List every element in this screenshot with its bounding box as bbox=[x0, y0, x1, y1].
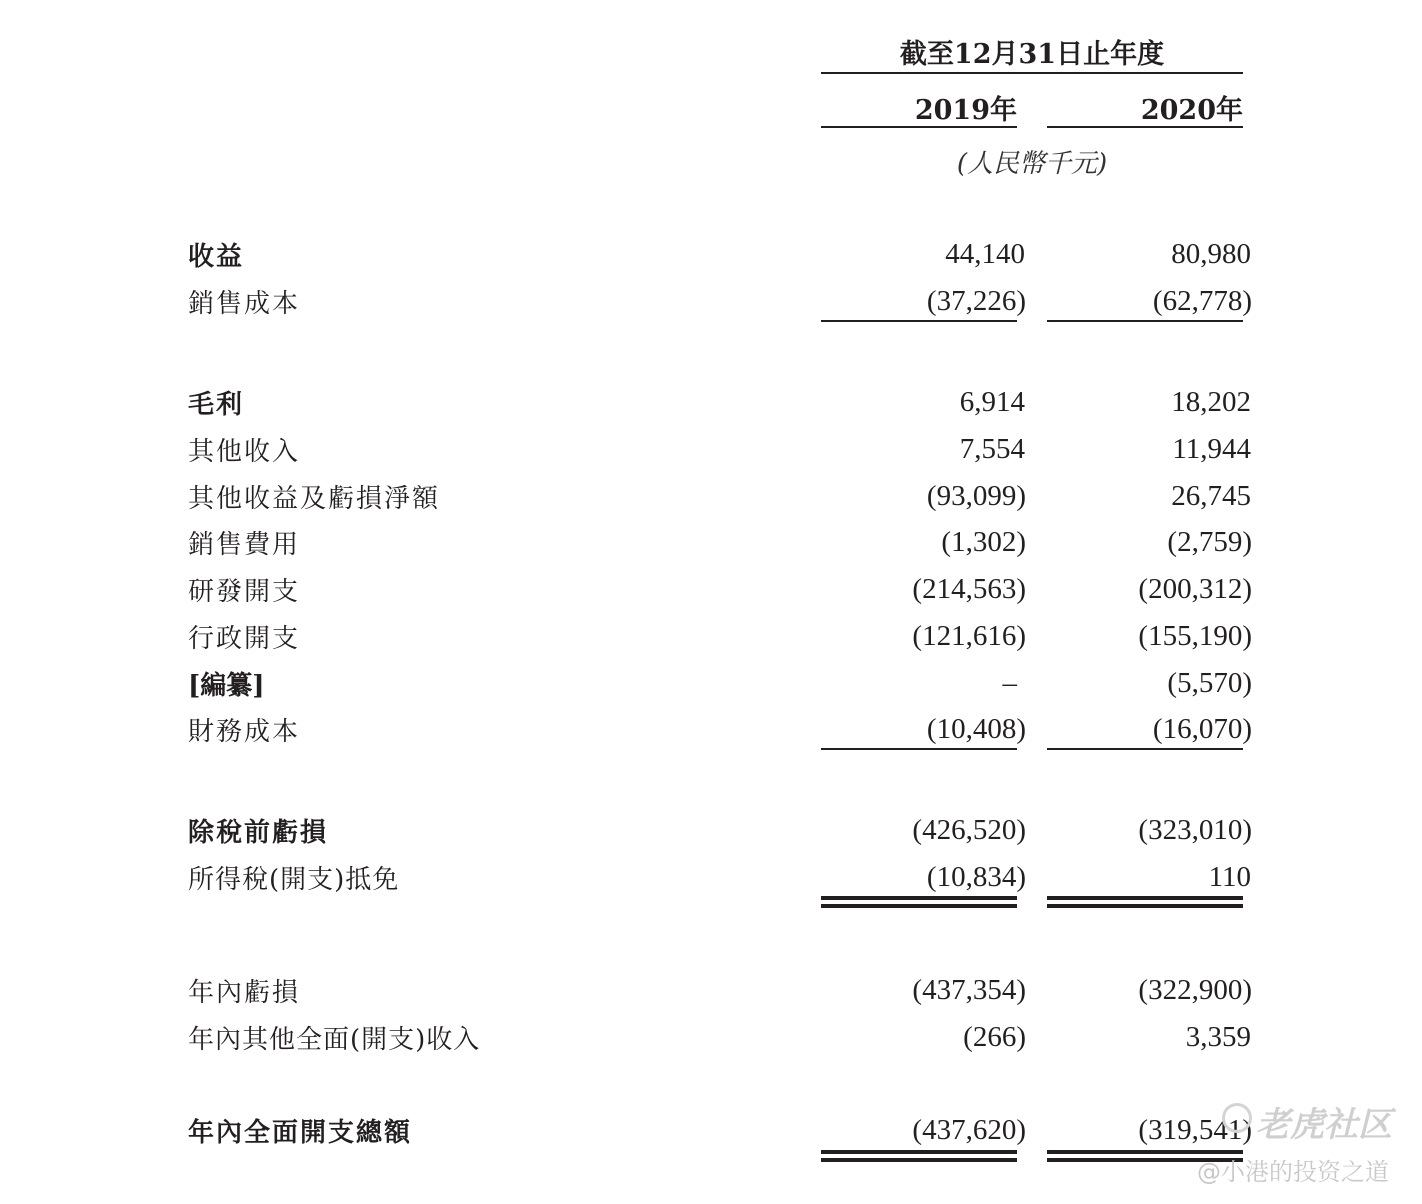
year-2019-underline bbox=[821, 126, 1017, 128]
loss-for-year-2019: (437,354) bbox=[912, 974, 1026, 1006]
watermark-brand: 老虎社区 bbox=[1256, 1105, 1392, 1145]
year-2020-header: 2020年 bbox=[1140, 95, 1243, 126]
double-rule-2020 bbox=[1047, 896, 1243, 908]
subtotal-rule-2020 bbox=[1047, 748, 1243, 750]
row-label-loss-for-year: 年內虧損 bbox=[188, 978, 301, 1008]
selling-expenses-2019: (1,302) bbox=[941, 526, 1026, 558]
gross-profit-2019: 6,914 bbox=[959, 386, 1025, 418]
row-label-other-comprehensive: 年內其他全面(開支)收入 bbox=[188, 1025, 481, 1055]
rnd-expenses-2019: (214,563) bbox=[912, 573, 1026, 605]
loss-for-year-2020: (322,900) bbox=[1138, 974, 1252, 1006]
finance-costs-2020: (16,070) bbox=[1152, 713, 1252, 745]
revenue-2019: 44,140 bbox=[945, 238, 1025, 270]
currency-unit: (人民幣千元) bbox=[956, 149, 1108, 179]
revenue-2020: 80,980 bbox=[1171, 238, 1251, 270]
watermark-author: @小港的投资之道 bbox=[1197, 1158, 1389, 1186]
loss-before-tax-2020: (323,010) bbox=[1138, 814, 1252, 846]
cost-of-sales-2019: (37,226) bbox=[926, 285, 1026, 317]
redacted-2019: – bbox=[1002, 667, 1017, 699]
watermark-logo-icon bbox=[1222, 1103, 1252, 1133]
rnd-expenses-2020: (200,312) bbox=[1138, 573, 1252, 605]
row-label-redacted: [編纂] bbox=[188, 671, 265, 701]
subtotal-rule-2020 bbox=[1047, 320, 1243, 322]
loss-before-tax-2019: (426,520) bbox=[912, 814, 1026, 846]
finance-costs-2019: (10,408) bbox=[926, 713, 1026, 745]
other-comprehensive-2020: 3,359 bbox=[1185, 1021, 1251, 1053]
income-tax-2020: 110 bbox=[1208, 861, 1251, 893]
row-label-loss-before-tax: 除稅前虧損 bbox=[188, 818, 329, 848]
row-label-admin-expenses: 行政開支 bbox=[188, 624, 301, 654]
year-2019-header: 2019年 bbox=[914, 95, 1017, 126]
double-rule-2019 bbox=[821, 896, 1017, 908]
other-income-2019: 7,554 bbox=[959, 433, 1025, 465]
year-2020-underline bbox=[1047, 126, 1243, 128]
other-gains-losses-2020: 26,745 bbox=[1171, 480, 1251, 512]
row-label-gross-profit: 毛利 bbox=[188, 390, 245, 420]
income-tax-2019: (10,834) bbox=[926, 861, 1026, 893]
period-header: 截至12月31日止年度 bbox=[899, 39, 1165, 70]
row-label-total-comprehensive: 年內全面開支總額 bbox=[188, 1118, 413, 1148]
subtotal-rule-2019 bbox=[821, 748, 1017, 750]
period-underline bbox=[821, 72, 1243, 74]
admin-expenses-2020: (155,190) bbox=[1138, 620, 1252, 652]
row-label-cost-of-sales: 銷售成本 bbox=[188, 289, 301, 319]
row-label-rnd-expenses: 研發開支 bbox=[188, 577, 301, 607]
row-label-other-gains-losses: 其他收益及虧損淨額 bbox=[188, 484, 441, 514]
row-label-income-tax: 所得稅(開支)抵免 bbox=[188, 865, 400, 895]
other-income-2020: 11,944 bbox=[1172, 433, 1251, 465]
double-rule-2019 bbox=[821, 1150, 1017, 1162]
row-label-finance-costs: 財務成本 bbox=[188, 717, 301, 747]
total-comprehensive-2020: (319,541) bbox=[1138, 1114, 1252, 1146]
row-label-selling-expenses: 銷售費用 bbox=[188, 530, 301, 560]
gross-profit-2020: 18,202 bbox=[1171, 386, 1251, 418]
other-comprehensive-2019: (266) bbox=[963, 1021, 1026, 1053]
subtotal-rule-2019 bbox=[821, 320, 1017, 322]
total-comprehensive-2019: (437,620) bbox=[912, 1114, 1026, 1146]
row-label-revenue: 收益 bbox=[188, 242, 245, 272]
admin-expenses-2019: (121,616) bbox=[912, 620, 1026, 652]
cost-of-sales-2020: (62,778) bbox=[1152, 285, 1252, 317]
selling-expenses-2020: (2,759) bbox=[1167, 526, 1252, 558]
row-label-other-income: 其他收入 bbox=[188, 437, 301, 467]
redacted-2020: (5,570) bbox=[1167, 667, 1252, 699]
other-gains-losses-2019: (93,099) bbox=[926, 480, 1026, 512]
